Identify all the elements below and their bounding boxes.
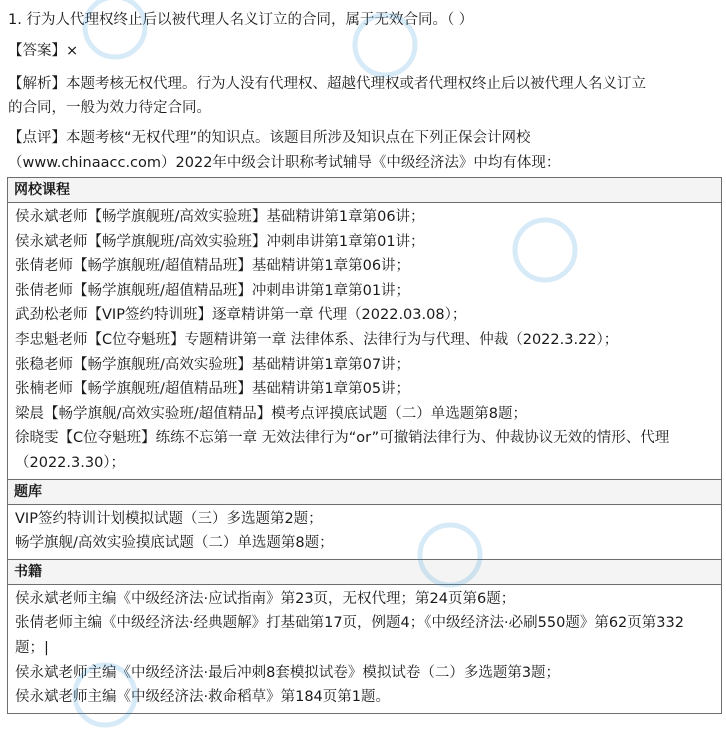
analysis-line-2: 的合同，一般为效力待定合同。: [8, 100, 211, 116]
book-row: 侯永斌老师主编《中级经济法·应试指南》第23页，无权代理；第24页第6题；: [15, 590, 516, 607]
course-row: 张楠老师【畅学旗舰班/超值精品班】基础精讲第1章第05讲；: [15, 381, 411, 398]
section-title-courses: 网校课程: [8, 178, 721, 203]
course-row: 梁晨【畅学旗舰/高效实验班/超值精品】模考点评摸底试题（二）单选题第8题；: [15, 405, 527, 422]
reference-table: [7, 177, 722, 714]
question-bank-row: 畅学旗舰/高效实验摸底试题（二）单选题第8题；: [15, 535, 334, 552]
course-row: 侯永斌老师【畅学旗舰班/高效实验班】基础精讲第1章第06讲；: [15, 209, 425, 225]
section-title-books: 书籍: [8, 560, 721, 585]
section-books: [8, 585, 721, 714]
section-title-question-bank: 题库: [8, 480, 721, 505]
book-row: 侯永斌老师主编《中级经济法·最后冲刺8套模拟试卷》模拟试卷（二）多选题第3题；: [15, 664, 561, 681]
course-row: 张倩老师【畅学旗舰班/超值精品班】基础精讲第1章第06讲；: [15, 258, 411, 275]
course-row: 张倩老师【畅学旗舰班/超值精品班】冲刺串讲第1章第01讲；: [15, 282, 411, 299]
question-text: 1. 行为人代理权终止后以被代理人名义订立的合同，属于无效合同。（ ）: [8, 12, 474, 28]
course-row: 李忠魁老师【C位夺魁班】专题精讲第一章 法律体系、法律行为与代理、仲裁（2022.3.22）；: [15, 331, 619, 348]
question-bank-row: VIP签约特训计划模拟试题（三）多选题第2题；: [15, 510, 323, 527]
book-row: 侯永斌老师主编《中级经济法·救命稻草》第184页第1题。: [15, 689, 391, 706]
course-row: 徐晓雯【C位夺魁班】练练不忘第一章 无效法律行为“or”可撤销法律行为、仲裁协议无效的情形、代理（2022.3.30）；: [15, 430, 670, 471]
comment-line-2: （www.chinaacc.com）2022年中级会计职称考试辅导《中级经济法》中均有体现：: [8, 155, 561, 171]
analysis-line-1: 【解析】本题考核无权代理。行为人没有代理权、超越代理权或者代理权终止后以被代理人名义订立: [8, 76, 646, 92]
course-row: 张稳老师【畅学旗舰班/高效实验班】基础精讲第1章第07讲；: [15, 356, 411, 373]
section-courses: [8, 203, 721, 480]
answer-text: 【答案】×: [8, 43, 79, 59]
course-row: 侯永斌老师【畅学旗舰班/高效实验班】冲刺串讲第1章第01讲；: [15, 233, 425, 250]
comment-line-1: 【点评】本题考核“无权代理”的知识点。该题目所涉及知识点在下列正保会计网校: [8, 130, 531, 146]
course-row: 武劲松老师【VIP签约特训班】逐章精讲第一章 代理（2022.03.08）；: [15, 307, 467, 324]
section-question-bank: [8, 505, 721, 560]
book-row: 张倩老师主编《中级经济法·经典题解》打基础第17页，例题4；《中级经济法·必刷550题》第62页第332题；|: [15, 615, 684, 656]
